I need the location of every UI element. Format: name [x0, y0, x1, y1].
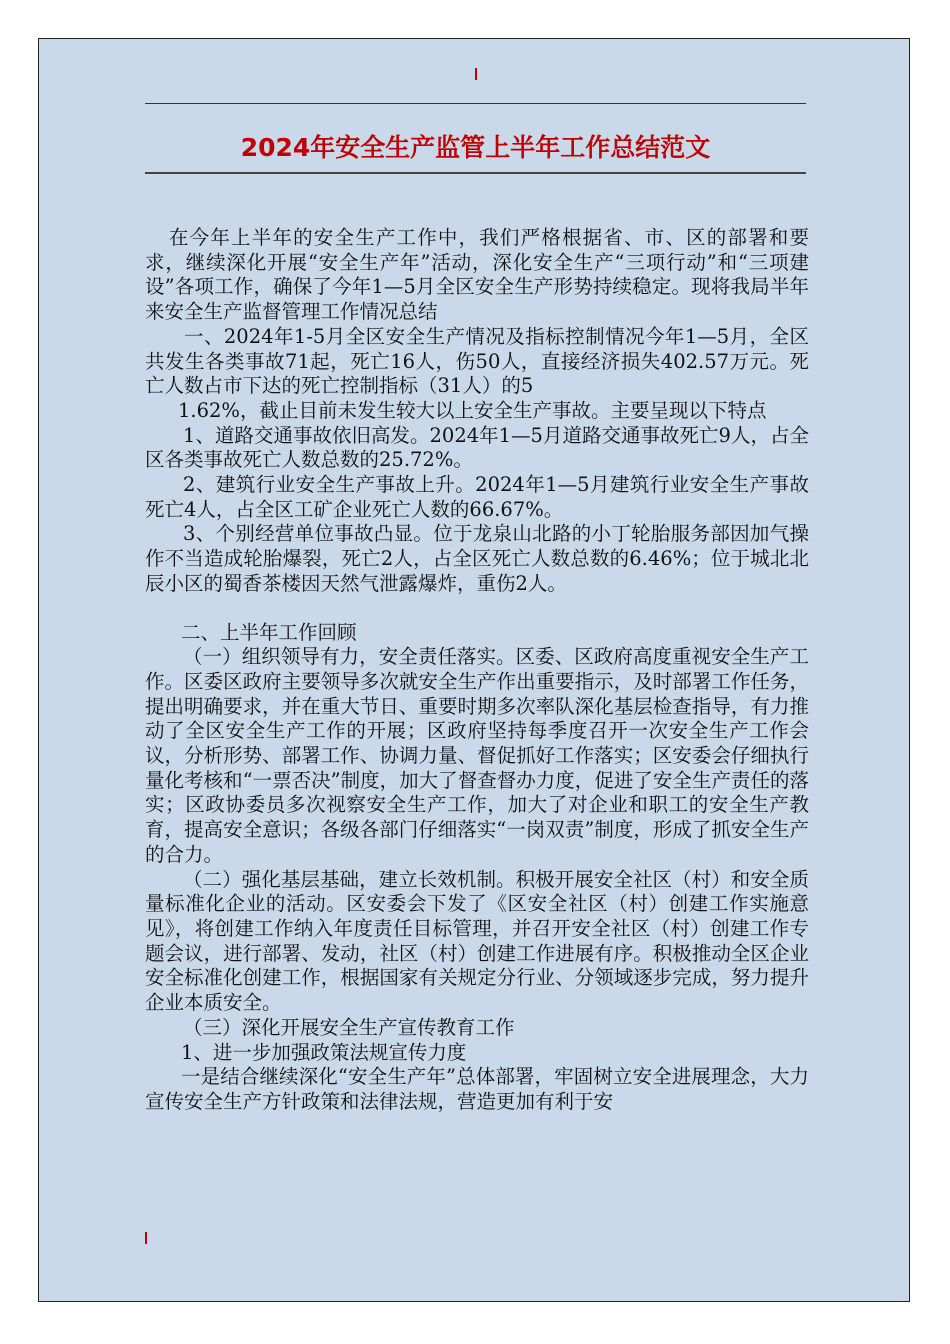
subsection-3-heading: （三）深化开展安全生产宣传教育工作: [183, 1015, 515, 1039]
footer-mark: [145, 1232, 147, 1244]
subsection-3-item-1-paragraph: 一是结合继续深化“安全生产年”总体部署，牢固树立安全进展理念，大力宣传安全生产方针政策和法律法规，营造更加有利于安: [145, 1065, 809, 1113]
section-2-heading: 二、上半年工作回顾: [181, 620, 357, 644]
item-2-paragraph: 2、建筑行业安全生产事故上升。2024年1—5月建筑行业安全生产事故死亡4人，占全区工矿企业死亡人数的66.67%。: [145, 473, 809, 521]
document-title: 2024年安全生产监管上半年工作总结范文: [240, 133, 711, 162]
document-body: [145, 226, 809, 1115]
subsection-3-item-1-heading: 1、进一步加强政策法规宣传力度: [181, 1040, 467, 1064]
item-3-paragraph: 3、个别经营单位事故凸显。位于龙泉山北路的小丁轮胎服务部因加气操作不当造成轮胎爆裂，死亡2人，占全区死亡人数总数的6.46%；位于城北北辰小区的蜀香茶楼因天然气泄露爆炸，重伤2人。: [145, 522, 809, 595]
subsection-2-paragraph: （二）强化基层基础，建立长效机制。积极开展安全社区（村）和安全质量标准化企业的活动。区安委会下发了《区安全社区（村）创建工作实施意见》，将创建工作纳入年度责任目标管理，并召开安全社区（村）创建工作专题会议，进行部署、发动，社区（村）创建工作进展有序。积极推动全区企业安全标准化创建工作，根据国家有关规定分行业、分领域逐步完成，努力提升企业本质安全。: [145, 867, 809, 1015]
section-1-heading-paragraph: 一、2024年1-5月全区安全生产情况及指标控制情况今年1—5月，全区共发生各类事故71起，死亡16人，伤50人，直接经济损失402.57万元。死亡人数占市下达的死亡控制指标（31人）的5: [145, 324, 809, 398]
title-underline: [145, 172, 806, 174]
subsection-1-paragraph: （一）组织领导有力，安全责任落实。区委、区政府高度重视安全生产工作。区委区政府主要领导多次就安全生产作出重要指示，及时部署工作任务，提出明确要求，并在重大节日、重要时期多次率队深化基层检查指导，有力推动了全区安全生产工作的开展；区政府坚持每季度召开一次安全生产工作会议，分析形势、部署工作、协调力量、督促抓好工作落实；区安委会仔细执行量化考核和“一票否决”制度，加大了督查督办力度，促进了安全生产责任的落实；区政协委员多次视察安全生产工作，加大了对企业和职工的安全生产教育，提高安全意识；各级各部门仔细落实“一岗双责”制度，形成了抓安全生产的合力。: [145, 645, 809, 866]
header-mark: [475, 68, 477, 80]
paragraph-gap: [145, 597, 809, 621]
intro-paragraph: 在今年上半年的安全生产工作中，我们严格根据省、市、区的部署和要求，继续深化开展“安全生产年”活动，深化安全生产“三项行动”和“三项建设”各项工作，确保了今年1—5月全区安全生产形势持续稳定。现将我局半年来安全生产监督管理工作情况总结: [145, 226, 809, 324]
item-1-paragraph: 1、道路交通事故依旧高发。2024年1—5月道路交通事故死亡9人，占全区各类事故死亡人数总数的25.72%。: [145, 423, 809, 472]
section-1-continued: 1.62%，截止目前未发生较大以上安全生产事故。主要呈现以下特点: [178, 398, 767, 422]
header-rule: [145, 103, 806, 104]
